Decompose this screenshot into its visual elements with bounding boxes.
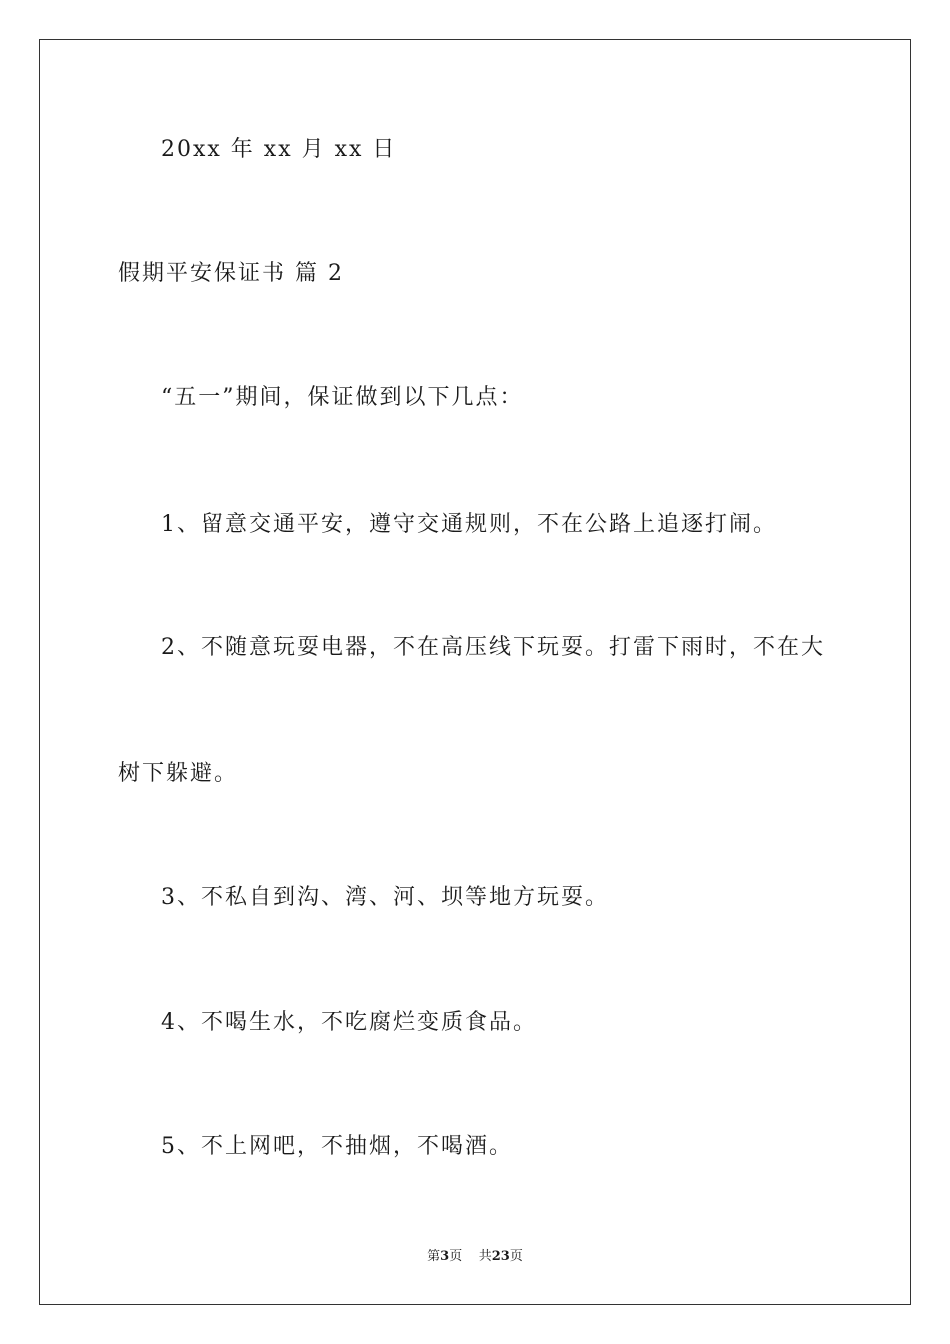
- intro-paragraph: “五一”期间，保证做到以下几点：: [161, 385, 524, 410]
- list-item: 2、不随意玩耍电器，不在高压线下玩耍。打雷下雨时，不在大: [161, 635, 825, 660]
- total-pages: 23: [491, 1249, 510, 1264]
- list-item: 5、不上网吧，不抽烟，不喝酒。: [161, 1134, 513, 1159]
- section-title: 假期平安保证书 篇 2: [118, 261, 344, 286]
- date-line: 20xx 年 xx 月 xx 日: [161, 137, 397, 162]
- total-unit: 页: [509, 1249, 523, 1264]
- list-item-continuation: 树下躲避。: [118, 761, 239, 786]
- page-number: 3: [440, 1249, 450, 1264]
- list-item: 1、留意交通平安，遵守交通规则，不在公路上追逐打闹。: [161, 512, 777, 537]
- page-footer: [0, 1248, 950, 1266]
- total-prefix: 共: [478, 1249, 492, 1264]
- page-unit: 页: [449, 1249, 463, 1264]
- page-frame: [39, 39, 911, 1305]
- page-prefix: 第: [427, 1249, 441, 1264]
- list-item: 3、不私自到沟、湾、河、坝等地方玩耍。: [161, 885, 609, 910]
- list-item: 4、不喝生水，不吃腐烂变质食品。: [161, 1010, 537, 1035]
